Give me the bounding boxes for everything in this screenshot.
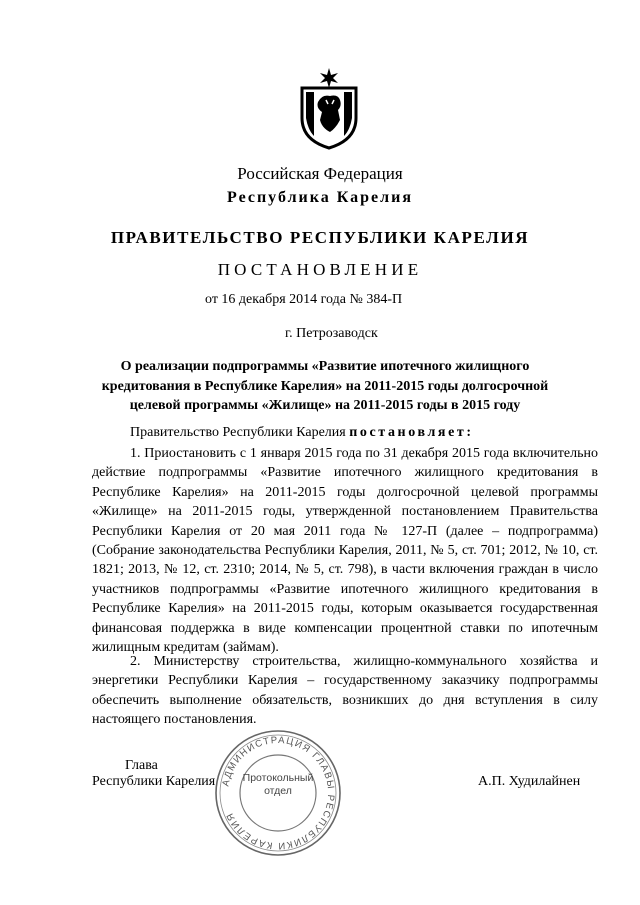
document-date-number: от 16 декабря 2014 года № 384-П [205, 292, 403, 307]
preamble [130, 425, 474, 441]
coat-of-arms-emblem [296, 66, 362, 150]
signatory-name: А.П. Худилайнен [478, 774, 581, 789]
signatory-organization: Республики Карелия [92, 774, 216, 789]
country-heading: Российская Федерация [237, 164, 403, 183]
stamp-center-text [232, 772, 324, 798]
paragraph-2-block [92, 652, 598, 730]
document-subject: О реализации подпрограммы «Развитие ипотечного жилищного кредитования в Республике Карелия» на 2011-2015 годы долгосрочной целевой программы «Жилище» на 2011-2015 годы в 2015 году [101, 359, 549, 413]
paragraph-2: 2. Министерству строительства, жилищно-коммунального хозяйства и энергетики Республики Карелия – государственному заказчику подпрограммы обеспечить выполнение обязательств, возникших до дня вступления в силу настоящего постановления. [92, 654, 598, 728]
preamble-decree-word: постановляет: [349, 425, 474, 440]
document-city: г. Петрозаводск [285, 326, 378, 341]
stamp-ring-text: АДМИНИСТРАЦИЯ ГЛАВЫ РЕСПУБЛИКИ КАРЕЛИЯ [220, 734, 337, 852]
document-type-heading: ПОСТАНОВЛЕНИЕ [217, 260, 423, 279]
signatory-title: Глава [125, 758, 158, 773]
paragraph-1-block [92, 444, 598, 657]
paragraph-1: 1. Приостановить с 1 января 2015 года по 31 декабря 2015 года включительно действие подпрограммы «Развитие ипотечного жилищного кредитования в Республике Карелия» на 2011-2015 годы долгосрочной целевой программы «Жилище» на 2011-2015 годы, утвержденной постановлением Правительства Республики Карелия от 20 мая 2011 года № 127-П (далее – подпрограмма) (Собрание законодательства Республики Карелия, 2011, № 5, ст. 701; 2012, № 10, ст. 1821; 2013, № 12, ст. 2310; 2014, № 5, ст. 798), в части включения граждан в число участников подпрограммы «Развитие ипотечного жилищного кредитования в Республике Карелия» на 2011-2015 годы, которым оказывается государственная финансовая поддержка в виде компенсации процентной ставки по ипотечным жилищным кредитам (займам). [92, 446, 598, 656]
preamble-text: Правительство Республики Карелия [130, 425, 350, 440]
government-heading: ПРАВИТЕЛЬСТВО РЕСПУБЛИКИ КАРЕЛИЯ [110, 228, 530, 247]
stamp-center-line-2: отдел [264, 785, 292, 797]
stamp-center-line-1: Протокольный [242, 772, 314, 784]
republic-heading: Республика Карелия [227, 189, 413, 206]
